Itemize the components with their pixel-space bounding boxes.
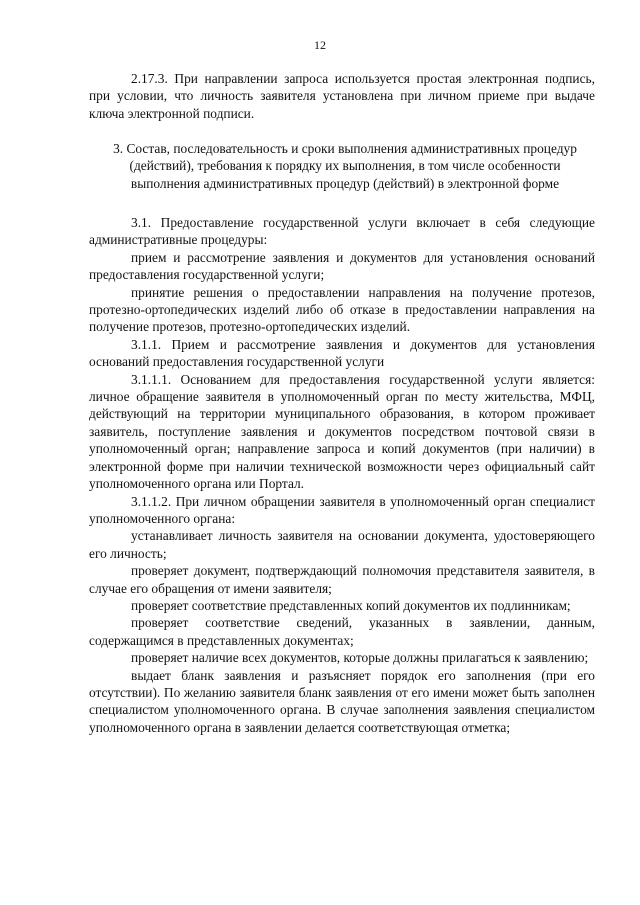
section-2-17-3 xyxy=(89,70,595,122)
paragraph: проверяет соответствие сведений, указанных в заявлении, данным, содержащимся в представленных документах; xyxy=(89,615,595,648)
paragraph: устанавливает личность заявителя на основании документа, удостоверяющего его личность; xyxy=(89,528,595,561)
paragraph: проверяет документ, подтверждающий полномочия представителя заявителя, в случае его обращения от имени заявителя; xyxy=(89,563,595,596)
paragraph: 3.1.1.2. При личном обращении заявителя в уполномоченный орган специалист уполномоченного органа: xyxy=(89,493,595,526)
page-number: 12 xyxy=(314,38,326,52)
paragraph-2-17-3: 2.17.3. При направлении запроса используется простая электронная подпись, при условии, что личность заявителя установлена при личном приеме при выдаче ключа электронной подписи. xyxy=(89,71,595,121)
paragraph: проверяет соответствие представленных копий документов их подлинникам; xyxy=(131,597,571,613)
paragraph: прием и рассмотрение заявления и документов для установления оснований предоставления государственной услуги; xyxy=(89,249,595,283)
paragraph: 3.1. Предоставление государственной услуги включает в себя следующие административные процедуры: xyxy=(89,215,595,248)
section-3-heading: 3. Состав, последовательность и сроки выполнения административных процедур (действий), требования к порядку их выполнения, в том числе особенности выполнения административных процедур (действий) в электронной форме xyxy=(113,141,577,191)
section-3-body xyxy=(89,214,595,736)
paragraph: проверяет наличие всех документов, которые должны прилагаться к заявлению; xyxy=(131,650,589,666)
paragraph: принятие решения о предоставлении направления на получение протезов, протезно-ортопедических изделий либо об отказе в предоставлении направления на получение протезов, протезно-ортопедических изделий. xyxy=(89,284,595,335)
paragraph: 3.1.1.1. Основанием для предоставления государственной услуги является: личное обращение заявителя в уполномоченный орган по месту жительства, МФЦ, действующий на территории муниципального образования, в котором проживает заявитель, поступление заявления и документов посредством почтовой связи в уполномоченный орган; направление запроса и копий документов (при наличии) в электронной форме при наличии технической возможности через официальный сайт уполномоченного органа или Портал. xyxy=(89,371,595,492)
paragraph: выдает бланк заявления и разъясняет порядок его заполнения (при его отсутствии). По желанию заявителя бланк заявления от его имени может быть заполнен специалистом уполномоченного органа. В случае заполнения заявления специалистом уполномоченного органа в заявлении делается соответствующая отметка; xyxy=(89,667,595,735)
paragraph: 3.1.1. Прием и рассмотрение заявления и документов для установления оснований предоставления государственной услуги xyxy=(89,336,595,370)
